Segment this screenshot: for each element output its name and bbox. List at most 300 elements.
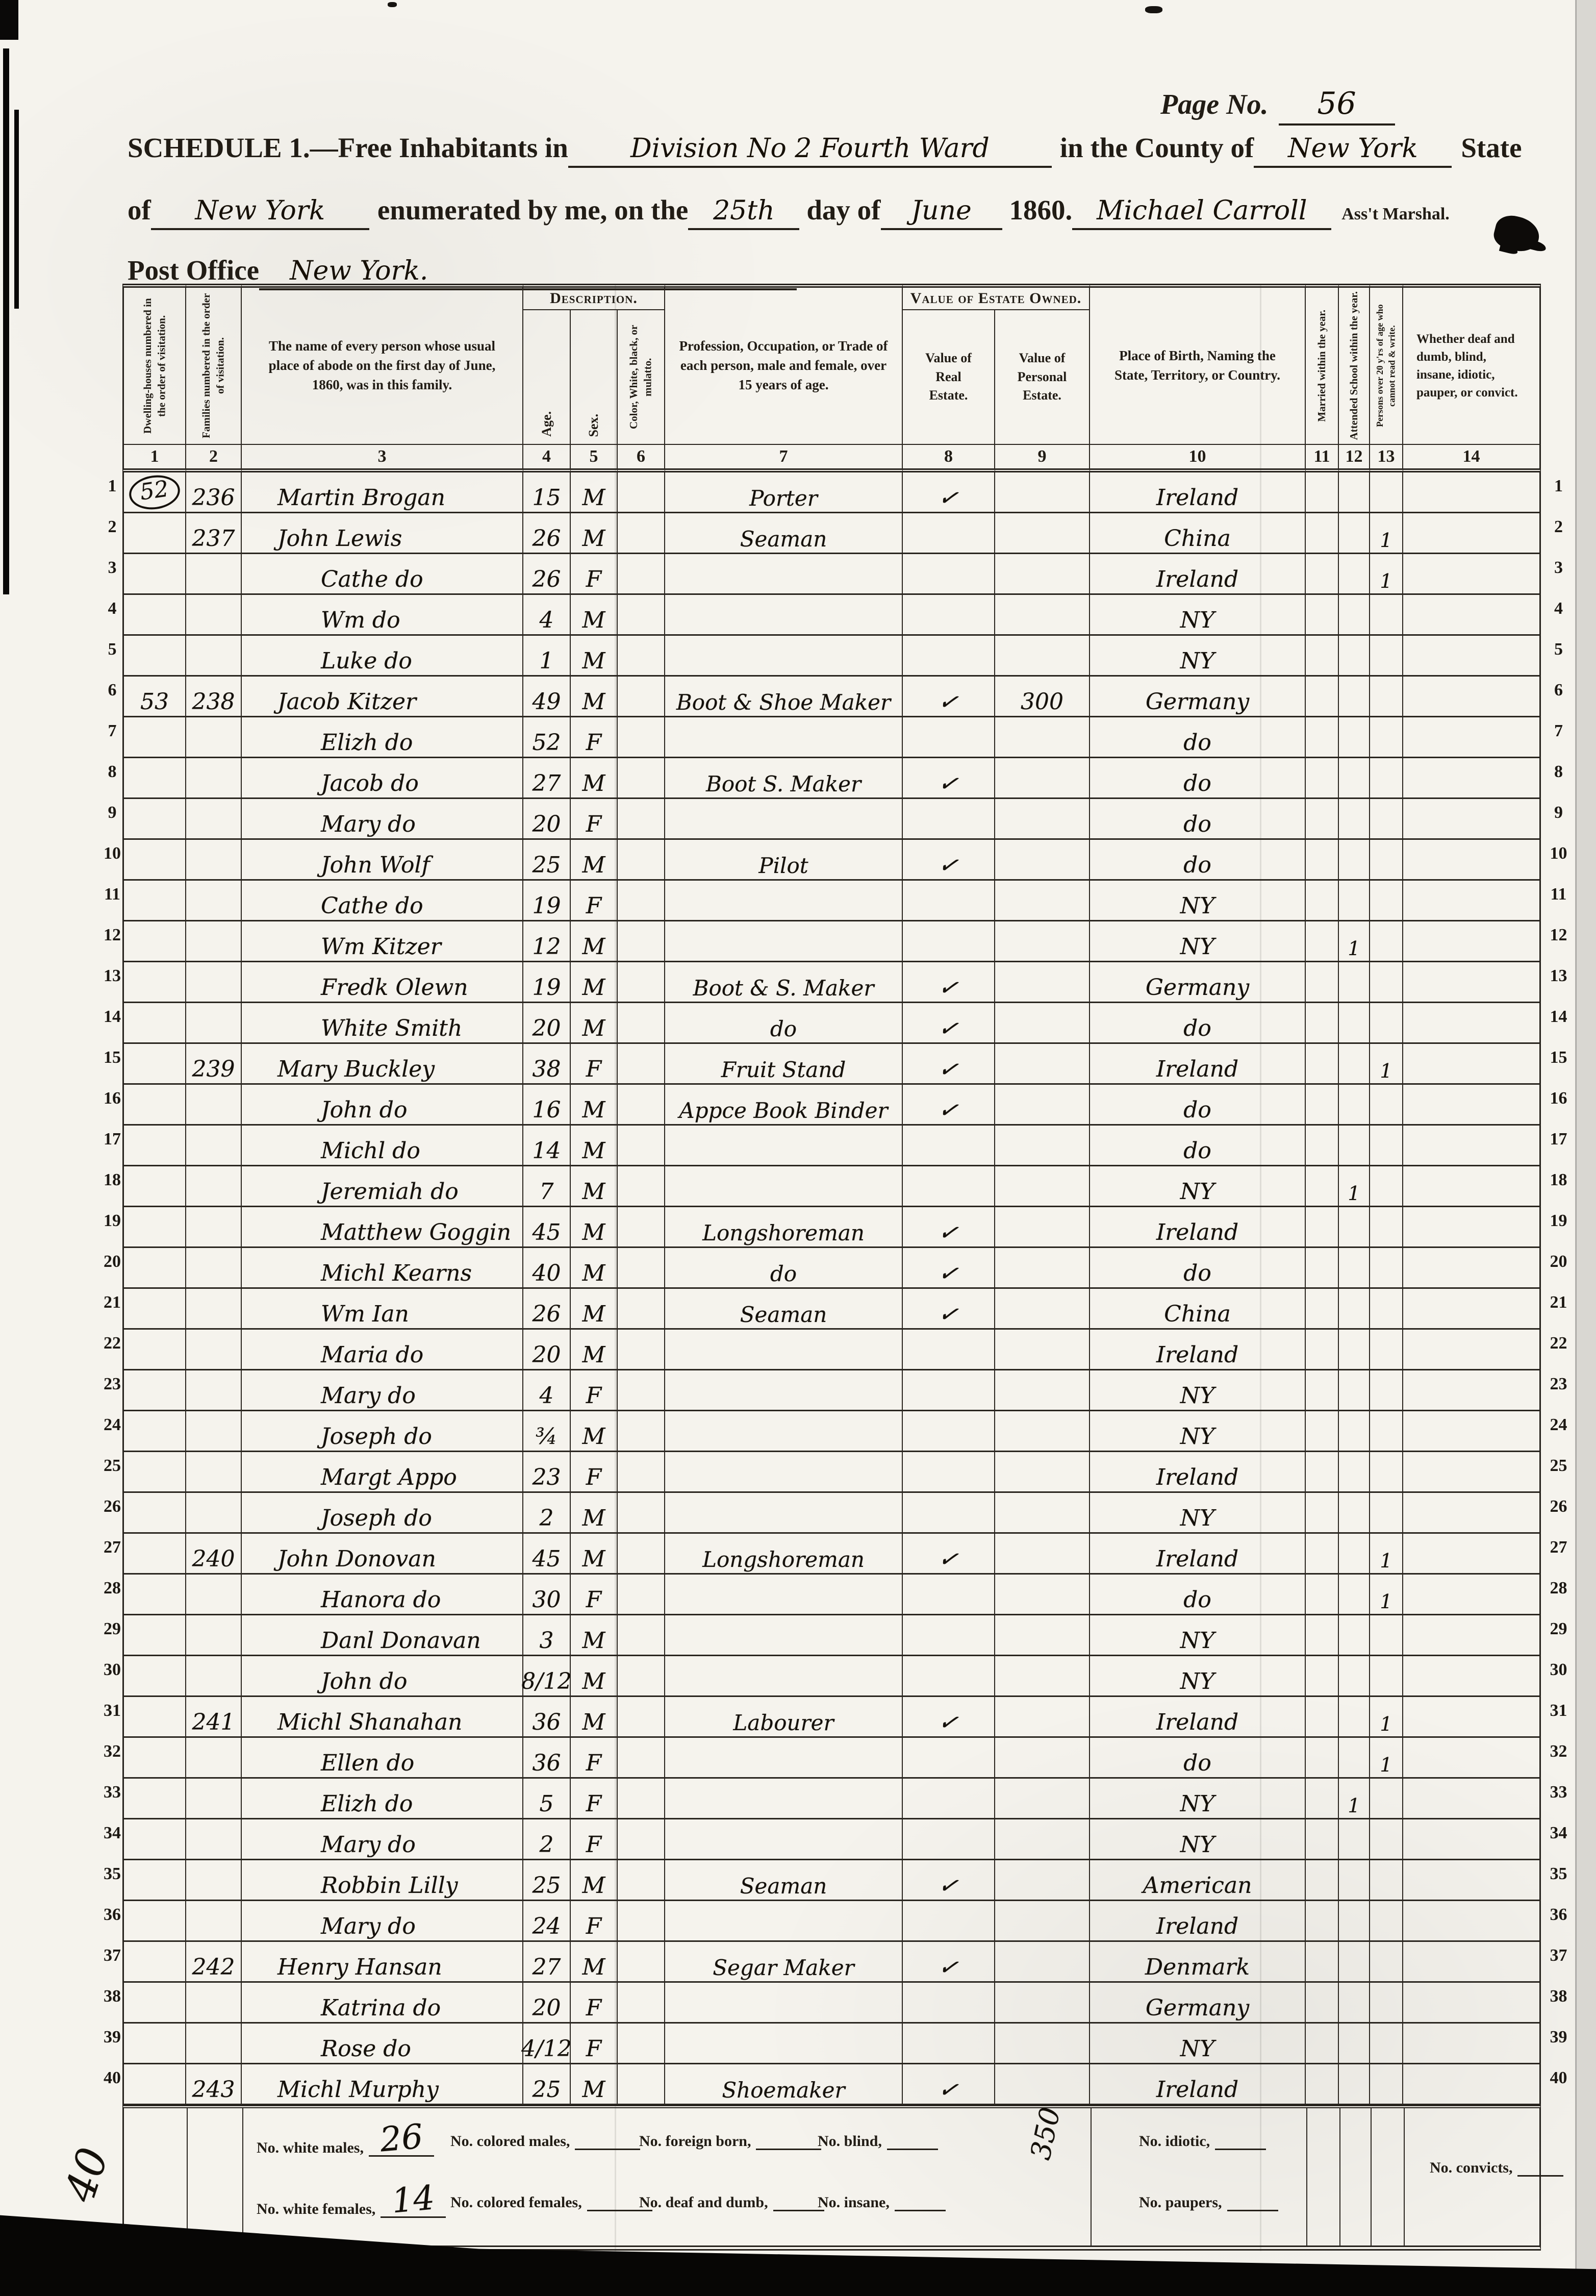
col-num-14: 14 — [1403, 444, 1541, 472]
handwritten-sex-value: M — [582, 1668, 605, 1694]
cell-family — [186, 2064, 242, 2105]
cell-color — [618, 1656, 665, 1697]
cell-real_estate — [903, 1942, 995, 1983]
handwritten-birthplace-value: NY — [1180, 893, 1215, 919]
handwritten-birthplace-value: Germany — [1145, 689, 1250, 715]
col-header-occupation: Profession, Occupation, or Trade of each person, male and female, over 15 years of age. — [665, 284, 903, 444]
cell-school — [1339, 840, 1370, 881]
row-number-left: 18 — [104, 1170, 121, 1189]
handwritten-name-value: Jacob do — [321, 770, 419, 796]
handwritten-age-value: 4 — [539, 1383, 554, 1409]
cell-real_estate — [903, 513, 995, 554]
handwritten-birthplace-value: NY — [1180, 1791, 1215, 1817]
handwritten-age-value: 4/12 — [521, 2036, 572, 2062]
page-no-label: Page No. — [1160, 89, 1269, 120]
cell-sex — [571, 2024, 618, 2064]
row-number-right: 1 — [1554, 477, 1563, 495]
col-num-10: 10 — [1090, 444, 1306, 472]
cell-dwelling — [122, 1697, 186, 1738]
cell-school — [1339, 758, 1370, 799]
cell-dwelling — [122, 717, 186, 758]
handwritten-birthplace-value: Ireland — [1156, 1342, 1239, 1368]
cell-personal_estate — [995, 758, 1090, 799]
handwritten-sex-value: M — [582, 1546, 605, 1572]
cell-name — [242, 1860, 523, 1901]
handwritten-age-value: 25 — [532, 852, 561, 878]
cell-sex — [571, 1207, 618, 1248]
cell-occupation — [665, 636, 903, 677]
handwritten-sex-value: M — [582, 1424, 605, 1450]
cell-school — [1339, 1901, 1370, 1942]
cell-color — [618, 472, 665, 513]
description-group-header: Description. — [523, 284, 665, 310]
cell-sex — [571, 1615, 618, 1656]
cell-school — [1339, 921, 1370, 962]
cell-age — [523, 1003, 571, 1044]
row-number-left: 21 — [104, 1293, 121, 1312]
cell-age — [523, 1370, 571, 1411]
cell-cannot_read — [1370, 1330, 1403, 1370]
handwritten-name-value: Danl Donavan — [321, 1628, 481, 1654]
cell-remarks — [1403, 1575, 1541, 1615]
handwritten-family-value: 240 — [192, 1546, 235, 1572]
handwritten-birthplace-value: NY — [1180, 2036, 1215, 2062]
cell-occupation — [665, 799, 903, 840]
cell-school — [1339, 1289, 1370, 1330]
handwritten-age-value: 36 — [532, 1709, 561, 1735]
cell-sex — [571, 1166, 618, 1207]
cell-cannot_read — [1370, 1044, 1403, 1085]
handwritten-birthplace-value: do — [1183, 1587, 1211, 1613]
cell-birthplace — [1090, 717, 1306, 758]
handwritten-dwelling-value: 53 — [140, 689, 169, 715]
row-number-left: 1 — [108, 477, 117, 495]
handwritten-sex-value: M — [582, 1301, 605, 1327]
handwritten-school-value: 1 — [1348, 937, 1360, 960]
row-number-right: 2 — [1554, 517, 1563, 536]
cell-cannot_read — [1370, 472, 1403, 513]
handwritten-age-value: 14 — [532, 1138, 561, 1164]
cell-age — [523, 2064, 571, 2105]
cell-school — [1339, 2064, 1370, 2105]
cell-remarks — [1403, 840, 1541, 881]
row-number-left: 3 — [108, 558, 117, 577]
post-office-value: New York. — [259, 256, 797, 290]
cell-family — [186, 1983, 242, 2024]
cell-color — [618, 1575, 665, 1615]
handwritten-sex-value: F — [586, 730, 602, 756]
cell-age — [523, 1575, 571, 1615]
total-white-males: No. white males, 26 — [257, 2133, 434, 2157]
handwritten-sex-value: M — [582, 934, 605, 960]
cell-occupation — [665, 1901, 903, 1942]
cell-sex — [571, 554, 618, 595]
cell-dwelling — [122, 1942, 186, 1983]
cell-color — [618, 1207, 665, 1248]
cell-married — [1306, 962, 1339, 1003]
handwritten-birthplace-value: Denmark — [1145, 1954, 1250, 1980]
cell-age — [523, 554, 571, 595]
row-number-left: 27 — [104, 1538, 121, 1557]
row-number-right: 29 — [1550, 1619, 1567, 1638]
cell-married — [1306, 636, 1339, 677]
handwritten-sex-value: M — [582, 852, 605, 878]
cell-age — [523, 1289, 571, 1330]
cell-married — [1306, 1411, 1339, 1452]
handwritten-family-value: 237 — [192, 526, 235, 552]
row-number-left: 31 — [104, 1701, 121, 1720]
cell-personal_estate — [995, 1819, 1090, 1860]
row-number-right: 40 — [1550, 2068, 1567, 2087]
row-number-right: 39 — [1550, 2028, 1567, 2047]
total-colored-females: No. colored females, — [450, 2194, 652, 2211]
cell-real_estate — [903, 677, 995, 717]
cell-married — [1306, 1248, 1339, 1289]
cell-real_estate — [903, 881, 995, 921]
cell-cannot_read — [1370, 921, 1403, 962]
handwritten-real_estate-value: ✓ — [936, 2074, 960, 2105]
cell-cannot_read — [1370, 1819, 1403, 1860]
cell-sex — [571, 758, 618, 799]
row-number-right: 6 — [1554, 681, 1563, 700]
cell-remarks — [1403, 1370, 1541, 1411]
footer-rule — [1404, 2108, 1405, 2245]
cell-color — [618, 513, 665, 554]
state-label: State — [1461, 132, 1522, 163]
cell-name — [242, 1248, 523, 1289]
cell-occupation — [665, 1779, 903, 1819]
cell-sex — [571, 799, 618, 840]
handwritten-occupation-value: do — [770, 1016, 797, 1041]
cell-married — [1306, 1983, 1339, 2024]
cell-age — [523, 1942, 571, 1983]
handwritten-birthplace-value: do — [1183, 1015, 1211, 1041]
cell-color — [618, 2024, 665, 2064]
cell-color — [618, 881, 665, 921]
cell-occupation — [665, 1289, 903, 1330]
cell-real_estate — [903, 1044, 995, 1085]
scan-ink-blot — [0, 0, 18, 40]
col-header-school: Attended School within the year. — [1339, 284, 1370, 444]
handwritten-name-value: Margt Appo — [321, 1464, 457, 1490]
handwritten-real_estate-value: ✓ — [936, 972, 960, 1003]
cell-remarks — [1403, 554, 1541, 595]
handwritten-age-value: 7 — [539, 1179, 554, 1205]
cell-color — [618, 1411, 665, 1452]
cell-sex — [571, 1860, 618, 1901]
totals-footer — [122, 2105, 1541, 2251]
cell-cannot_read — [1370, 1575, 1403, 1615]
cell-married — [1306, 1452, 1339, 1493]
handwritten-real_estate-value: ✓ — [936, 1054, 960, 1084]
handwritten-name-value: John Lewis — [277, 526, 402, 552]
cell-name — [242, 2024, 523, 2064]
handwritten-name-value: Matthew Goggin — [321, 1219, 512, 1245]
month-value: June — [881, 195, 1002, 230]
handwritten-birthplace-value: Ireland — [1156, 566, 1239, 592]
division-value: Division No 2 Fourth Ward — [568, 133, 1052, 168]
cell-name — [242, 962, 523, 1003]
cell-dwelling — [122, 1411, 186, 1452]
row-number-left: 19 — [104, 1211, 121, 1230]
handwritten-occupation-value: Longshoreman — [702, 1220, 865, 1245]
handwritten-age-value: 49 — [532, 689, 561, 715]
footer-rule — [242, 2108, 243, 2245]
cell-married — [1306, 595, 1339, 636]
cell-family — [186, 1003, 242, 1044]
cell-school — [1339, 1126, 1370, 1166]
cell-personal_estate — [995, 1534, 1090, 1575]
row-number-left: 22 — [104, 1334, 121, 1353]
cell-remarks — [1403, 1615, 1541, 1656]
row-number-left: 40 — [104, 2068, 121, 2087]
cell-school — [1339, 1166, 1370, 1207]
cell-remarks — [1403, 1819, 1541, 1860]
cell-school — [1339, 881, 1370, 921]
cell-dwelling — [122, 513, 186, 554]
cell-real_estate — [903, 1860, 995, 1901]
handwritten-age-value: 8/12 — [521, 1668, 572, 1694]
day-of-label: day of — [806, 194, 881, 226]
cell-age — [523, 1656, 571, 1697]
handwritten-age-value: 45 — [532, 1546, 561, 1572]
cell-married — [1306, 472, 1339, 513]
row-number-left: 35 — [104, 1864, 121, 1883]
handwritten-birthplace-value: Ireland — [1156, 1709, 1239, 1735]
handwritten-sex-value: F — [586, 1995, 602, 2021]
cell-family — [186, 1452, 242, 1493]
handwritten-sex-value: F — [586, 1587, 602, 1613]
cell-sex — [571, 1330, 618, 1370]
row-number-right: 34 — [1550, 1824, 1567, 1842]
cell-birthplace — [1090, 1942, 1306, 1983]
cell-real_estate — [903, 1289, 995, 1330]
handwritten-name-value: Michl do — [321, 1138, 420, 1164]
handwritten-sex-value: M — [582, 607, 605, 633]
cell-real_estate — [903, 1656, 995, 1697]
cell-school — [1339, 1044, 1370, 1085]
handwritten-occupation-value: Seaman — [740, 1874, 827, 1899]
handwritten-name-value: Mary do — [321, 811, 416, 837]
cell-dwelling — [122, 1126, 186, 1166]
cell-dwelling — [122, 1452, 186, 1493]
handwritten-family-value: 243 — [192, 2077, 235, 2103]
row-number-right: 27 — [1550, 1538, 1567, 1557]
cell-sex — [571, 636, 618, 677]
handwritten-name-value: Katrina do — [321, 1995, 441, 2021]
cell-occupation — [665, 1493, 903, 1534]
cell-sex — [571, 1819, 618, 1860]
cell-occupation — [665, 1942, 903, 1983]
handwritten-sex-value: M — [582, 1954, 605, 1980]
cell-age — [523, 799, 571, 840]
marshal-name: Michael Carroll — [1072, 195, 1331, 230]
cell-real_estate — [903, 1493, 995, 1534]
row-number-right: 33 — [1550, 1783, 1567, 1802]
cell-age — [523, 1534, 571, 1575]
cell-dwelling — [122, 1901, 186, 1942]
cell-real_estate — [903, 1575, 995, 1615]
cell-sex — [571, 921, 618, 962]
cell-married — [1306, 1901, 1339, 1942]
cell-occupation — [665, 2064, 903, 2105]
cell-occupation — [665, 1207, 903, 1248]
cell-remarks — [1403, 1330, 1541, 1370]
col-header-age: Age. — [523, 310, 571, 444]
cell-personal_estate — [995, 1901, 1090, 1942]
cell-personal_estate — [995, 1166, 1090, 1207]
cell-married — [1306, 717, 1339, 758]
cell-school — [1339, 1207, 1370, 1248]
cell-real_estate — [903, 1697, 995, 1738]
cell-sex — [571, 595, 618, 636]
handwritten-sex-value: M — [582, 1015, 605, 1041]
cell-family — [186, 636, 242, 677]
cell-cannot_read — [1370, 962, 1403, 1003]
cell-cannot_read — [1370, 1534, 1403, 1575]
cell-color — [618, 1697, 665, 1738]
cell-sex — [571, 1656, 618, 1697]
cell-real_estate — [903, 1738, 995, 1779]
scan-edge-streak — [14, 110, 19, 309]
cell-occupation — [665, 595, 903, 636]
cell-real_estate — [903, 554, 995, 595]
cell-personal_estate — [995, 881, 1090, 921]
cell-age — [523, 1697, 571, 1738]
cell-real_estate — [903, 1452, 995, 1493]
cell-color — [618, 1901, 665, 1942]
col-header-remarks: Whether deaf and dumb, blind, insane, idiotic, pauper, or convict. — [1403, 284, 1541, 444]
handwritten-age-value: 2 — [539, 1505, 554, 1531]
cell-real_estate — [903, 840, 995, 881]
row-number-left: 23 — [104, 1375, 121, 1393]
cell-dwelling — [122, 1248, 186, 1289]
cell-dwelling — [122, 1738, 186, 1779]
cell-remarks — [1403, 1493, 1541, 1534]
cell-cannot_read — [1370, 1942, 1403, 1983]
handwritten-name-value: Rose do — [321, 2036, 411, 2062]
cell-birthplace — [1090, 1779, 1306, 1819]
cell-sex — [571, 1003, 618, 1044]
cell-married — [1306, 2064, 1339, 2105]
cell-family — [186, 1779, 242, 1819]
row-number-right: 13 — [1550, 966, 1567, 985]
cell-name — [242, 799, 523, 840]
cell-family — [186, 962, 242, 1003]
cell-name — [242, 595, 523, 636]
row-number-right: 15 — [1550, 1048, 1567, 1067]
handwritten-birthplace-value: NY — [1180, 648, 1215, 674]
handwritten-sex-value: F — [586, 1750, 602, 1776]
row-number-left: 38 — [104, 1987, 121, 2006]
cell-personal_estate — [995, 840, 1090, 881]
row-number-left: 20 — [104, 1252, 121, 1271]
cell-dwelling — [122, 881, 186, 921]
cell-remarks — [1403, 595, 1541, 636]
cell-name — [242, 636, 523, 677]
cell-family — [186, 1207, 242, 1248]
cell-sex — [571, 1411, 618, 1452]
cell-dwelling — [122, 472, 186, 513]
cell-name — [242, 881, 523, 921]
handwritten-age-value: 27 — [532, 1954, 561, 1980]
cell-name — [242, 1534, 523, 1575]
handwritten-age-value: 20 — [532, 1995, 561, 2021]
cell-married — [1306, 1370, 1339, 1411]
handwritten-occupation-value: Appce Book Binder — [679, 1098, 888, 1123]
col-num-11: 11 — [1306, 444, 1339, 472]
cell-cannot_read — [1370, 1983, 1403, 2024]
cell-name — [242, 1575, 523, 1615]
cell-married — [1306, 2024, 1339, 2064]
cell-birthplace — [1090, 1085, 1306, 1126]
cell-occupation — [665, 1656, 903, 1697]
cell-married — [1306, 1942, 1339, 1983]
handwritten-age-value: 2 — [539, 1832, 554, 1858]
cell-sex — [571, 1942, 618, 1983]
cell-school — [1339, 2024, 1370, 2064]
cell-dwelling — [122, 1003, 186, 1044]
row-number-right: 17 — [1550, 1130, 1567, 1149]
blank-line — [773, 2201, 824, 2211]
cell-school — [1339, 1575, 1370, 1615]
handwritten-age-value: 25 — [532, 1873, 561, 1899]
handwritten-cannot_read-value: 1 — [1380, 529, 1392, 552]
handwritten-age-value: 19 — [532, 975, 561, 1001]
handwritten-birthplace-value: NY — [1180, 1832, 1215, 1858]
total-idiotic: No. idiotic, — [1139, 2133, 1266, 2150]
cell-age — [523, 717, 571, 758]
row-number-left: 24 — [104, 1415, 121, 1434]
row-number-left: 28 — [104, 1579, 121, 1598]
handwritten-sex-value: M — [582, 1097, 605, 1123]
cell-school — [1339, 962, 1370, 1003]
cell-birthplace — [1090, 1207, 1306, 1248]
handwritten-birthplace-value: Ireland — [1156, 1056, 1239, 1082]
handwritten-age-value: 5 — [539, 1791, 554, 1817]
row-number-left: 9 — [108, 803, 117, 822]
row-number-left: 32 — [104, 1742, 121, 1761]
blank-line — [887, 2139, 938, 2150]
cell-color — [618, 1044, 665, 1085]
handwritten-dwelling-value: 52 — [127, 472, 182, 512]
cell-married — [1306, 1493, 1339, 1534]
cell-family — [186, 513, 242, 554]
cell-color — [618, 1615, 665, 1656]
cell-color — [618, 921, 665, 962]
handwritten-occupation-value: Shoemaker — [722, 2078, 845, 2103]
cell-remarks — [1403, 758, 1541, 799]
cell-age — [523, 1166, 571, 1207]
cell-birthplace — [1090, 472, 1306, 513]
cell-occupation — [665, 717, 903, 758]
cell-married — [1306, 1656, 1339, 1697]
blank-line — [1227, 2201, 1278, 2211]
handwritten-age-value: 52 — [532, 730, 561, 756]
cell-remarks — [1403, 1044, 1541, 1085]
row-number-right: 16 — [1550, 1089, 1567, 1108]
cell-personal_estate — [995, 717, 1090, 758]
cell-personal_estate — [995, 921, 1090, 962]
cell-name — [242, 1819, 523, 1860]
handwritten-sex-value: M — [582, 1505, 605, 1531]
cell-name — [242, 1370, 523, 1411]
handwritten-name-value: Joseph do — [321, 1505, 432, 1531]
blank-line: 26 — [369, 2133, 434, 2157]
cell-real_estate — [903, 1248, 995, 1289]
handwritten-cannot_read-value: 1 — [1380, 570, 1392, 592]
cell-school — [1339, 513, 1370, 554]
